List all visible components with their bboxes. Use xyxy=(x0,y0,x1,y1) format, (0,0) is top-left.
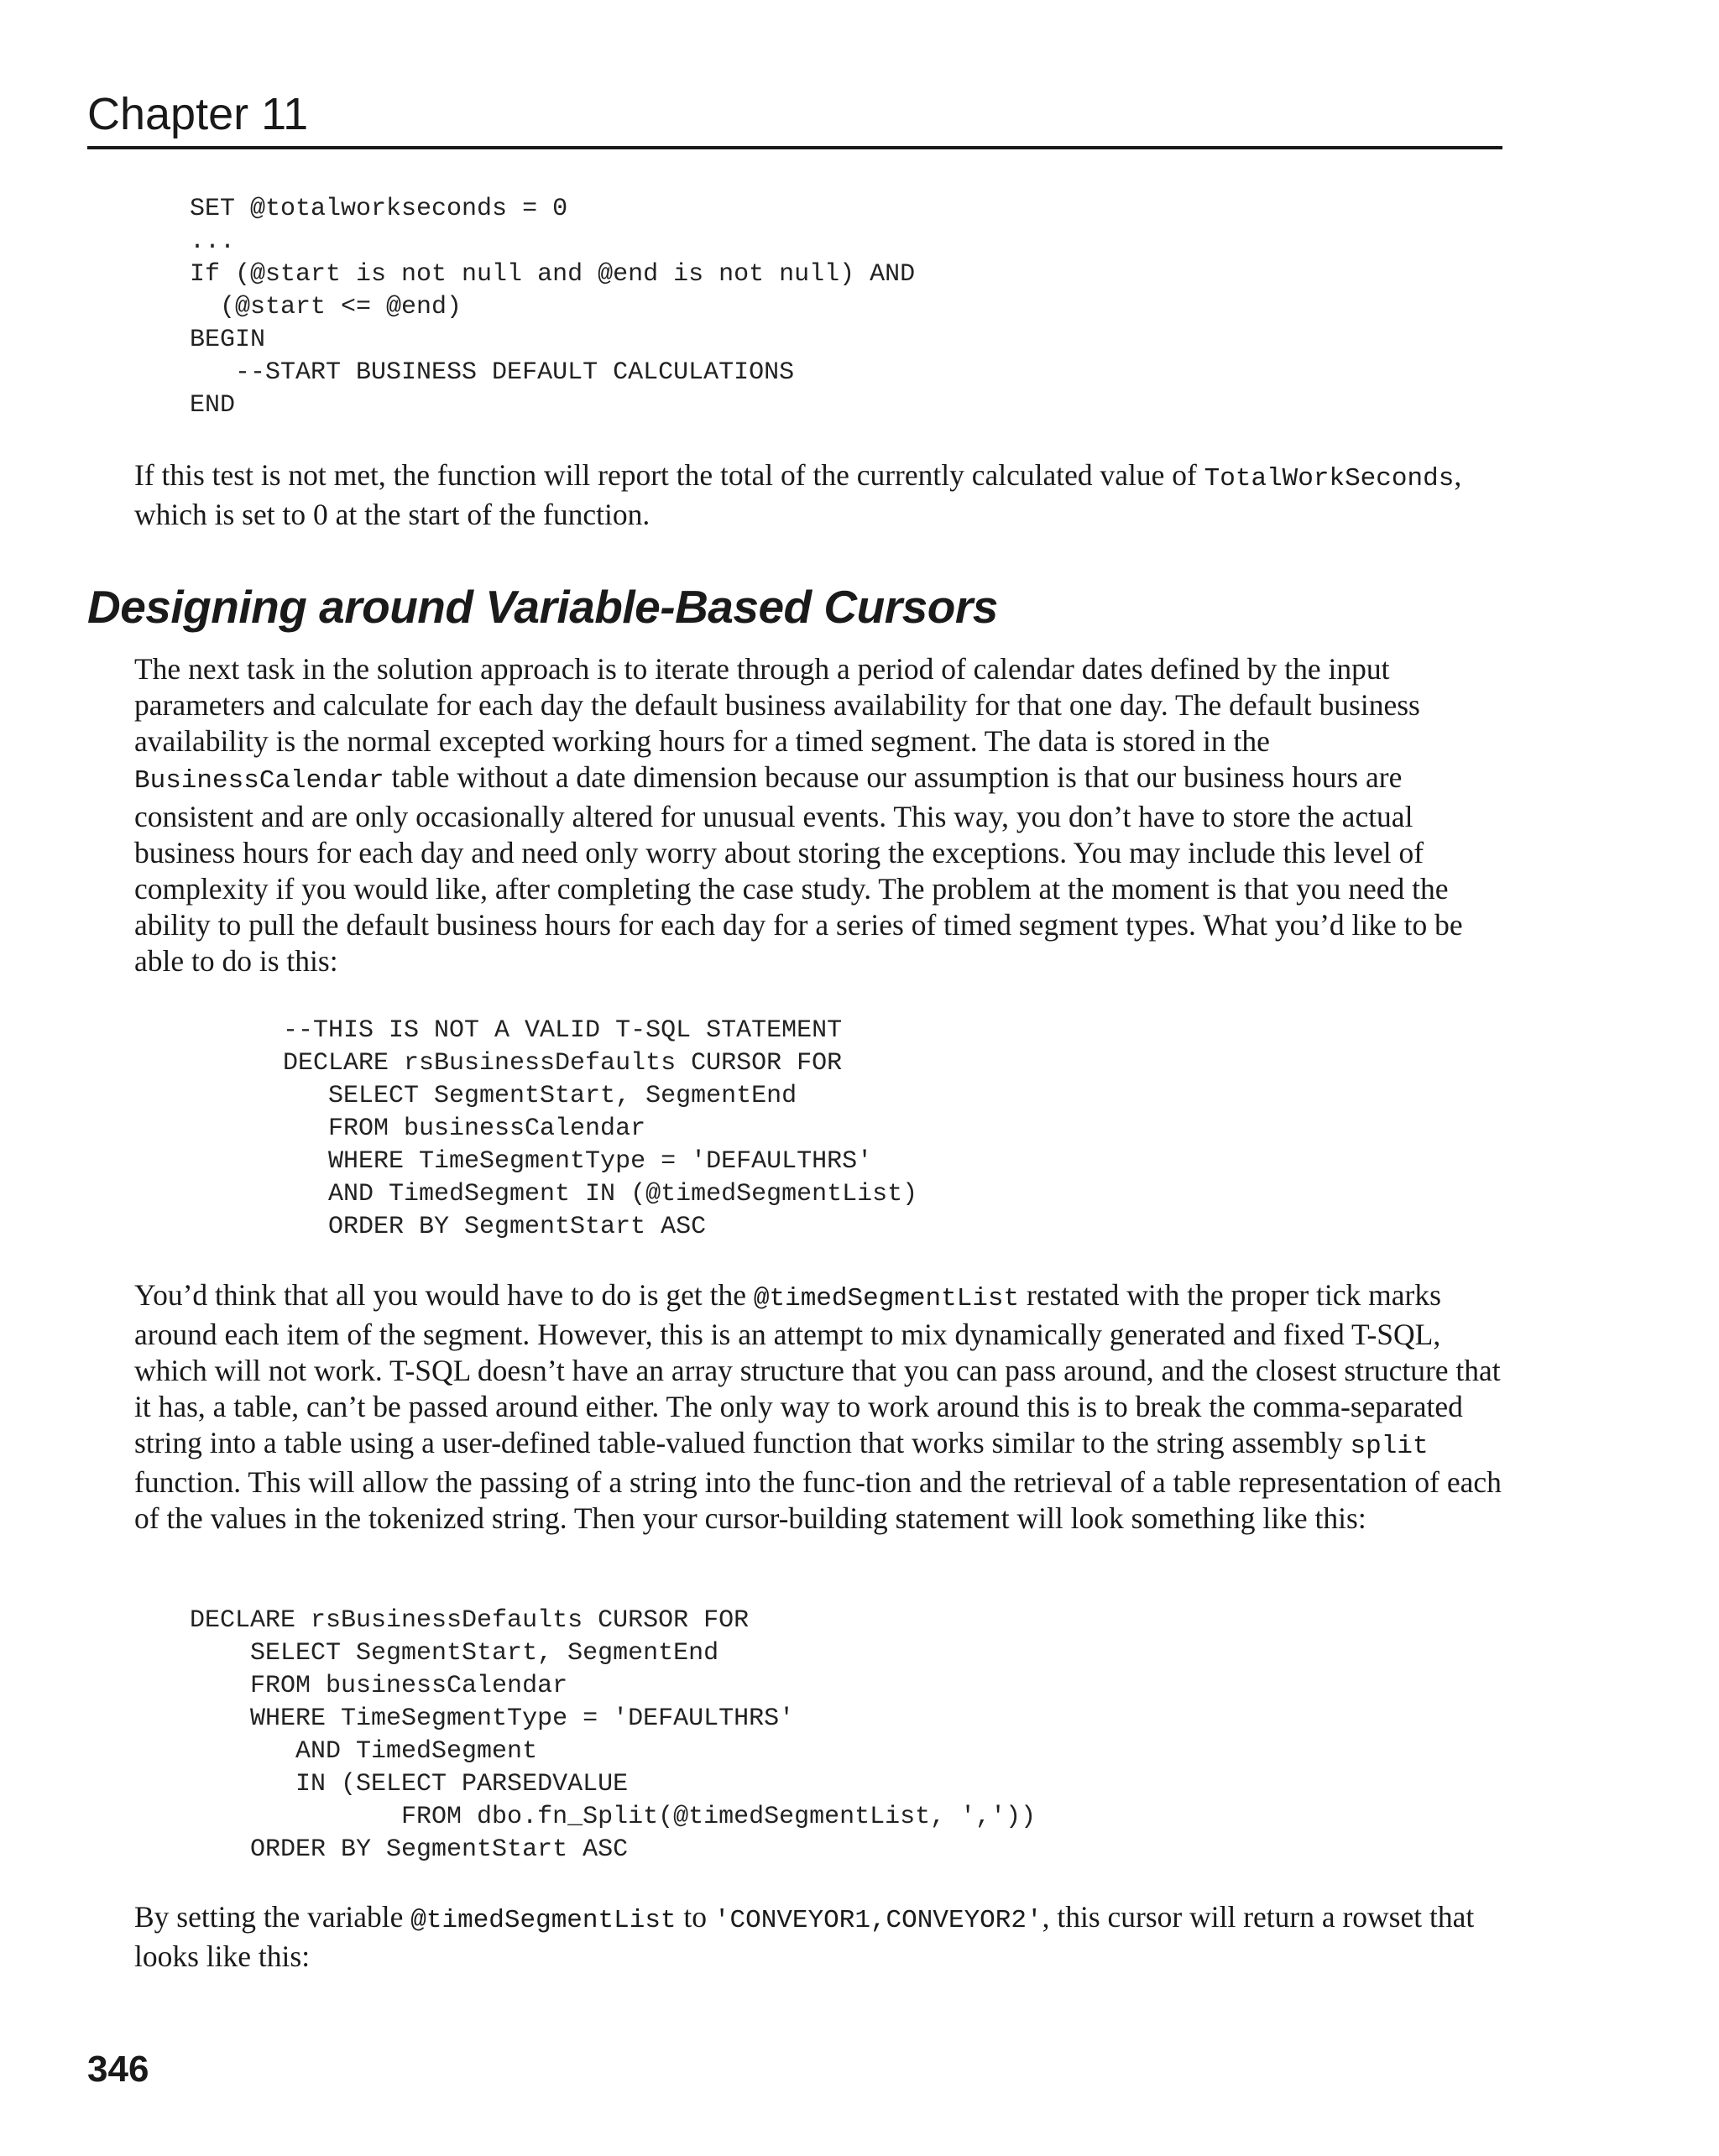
inline-code-businesscalendar: BusinessCalendar xyxy=(134,766,384,796)
inline-code-totalworkseconds: TotalWorkSeconds xyxy=(1204,464,1455,493)
paragraph-text: The next task in the solution approach is to iterate through a period of calendar dates defined by the input parameters and calculate for each day the default business availability for that one day. The default business availability is the normal excepted working hours for a timed segment. The data is stored in the xyxy=(134,652,1420,758)
page-header xyxy=(87,87,1502,149)
paragraph-tick-marks xyxy=(134,1277,1504,1537)
code-block-invalid-cursor: --THIS IS NOT A VALID T-SQL STATEMENT DECLARE rsBusinessDefaults CURSOR FOR SELECT SegmentStart, SegmentEnd FROM businessCalendar WHERE TimeSegmentType = 'DEFAULTHRS' AND TimedSegment IN (@timedSegmentList) ORDER BY SegmentStart ASC xyxy=(283,1016,918,1241)
inline-code-split: split xyxy=(1350,1432,1429,1461)
inline-code-timedsegmentlist: @timedSegmentList xyxy=(410,1906,677,1935)
paragraph-test-not-met xyxy=(134,457,1504,533)
code-block-set-totalworkseconds: SET @totalworkseconds = 0 ... If (@start is not null and @end is not null) AND (@start <= @end) BEGIN --START BUSINESS DEFAULT CALCULATIONS END xyxy=(190,195,916,420)
paragraph-text: , this cursor will return a rowset that looks like this: xyxy=(134,1900,1475,1973)
page-number: 346 xyxy=(87,2049,149,2090)
paragraph-setting-variable xyxy=(134,1899,1504,1975)
paragraph-text: to xyxy=(676,1900,714,1934)
chapter-title: Chapter 11 xyxy=(87,89,309,139)
paragraph-text: You’d think that all you would have to do is get the xyxy=(134,1278,754,1312)
section-heading: Designing around Variable-Based Cursors xyxy=(87,581,998,633)
inline-code-conveyor-list: 'CONVEYOR1,CONVEYOR2' xyxy=(713,1906,1042,1935)
code-block-split-cursor: DECLARE rsBusinessDefaults CURSOR FOR SELECT SegmentStart, SegmentEnd FROM businessCalendar WHERE TimeSegmentType = 'DEFAULTHRS' AND TimedSegment IN (SELECT PARSEDVALUE FROM dbo.fn_Split(@timedSegmentList, ',')) ORDER BY SegmentStart ASC xyxy=(190,1606,1037,1864)
paragraph-text: By setting the variable xyxy=(134,1900,411,1934)
inline-code-timedsegmentlist: @timedSegmentList xyxy=(753,1284,1020,1313)
paragraph-text: If this test is not met, the function will report the total of the currently calculated value of xyxy=(134,458,1204,492)
paragraph-text: table without a date dimension because our assumption is that our business hours are consistent and are only occasionally altered for unusual events. This way, you don’t have to store the actual business hours for each day and need only worry about storing the exceptions. You may include this level of complexity if you would like, after completing the case study. The problem at the moment is that you need the ability to pull the default business hours for each day for a series of timed segment types. What you’d like to be able to do is this: xyxy=(134,760,1463,978)
paragraph-next-task xyxy=(134,651,1504,979)
paragraph-text: , which is set to 0 at the start of the function. xyxy=(134,458,1462,531)
paragraph-text: function. This will allow the passing of a string into the func-tion and the retrieval of a table representation of each of the values in the tokenized string. Then your cursor-building statement will look something like this: xyxy=(134,1465,1502,1535)
paragraph-text: restated with the proper tick marks around each item of the segment. However, this is an attempt to mix dynamically generated and fixed T-SQL, which will not work. T-SQL doesn’t have an array structure that you can pass around, and the closest structure that it has, a table, can’t be passed around either. The only way to work around this is to break the comma-separated string into a table using a user-defined table-valued function that works similar to the string assembly xyxy=(134,1278,1501,1459)
